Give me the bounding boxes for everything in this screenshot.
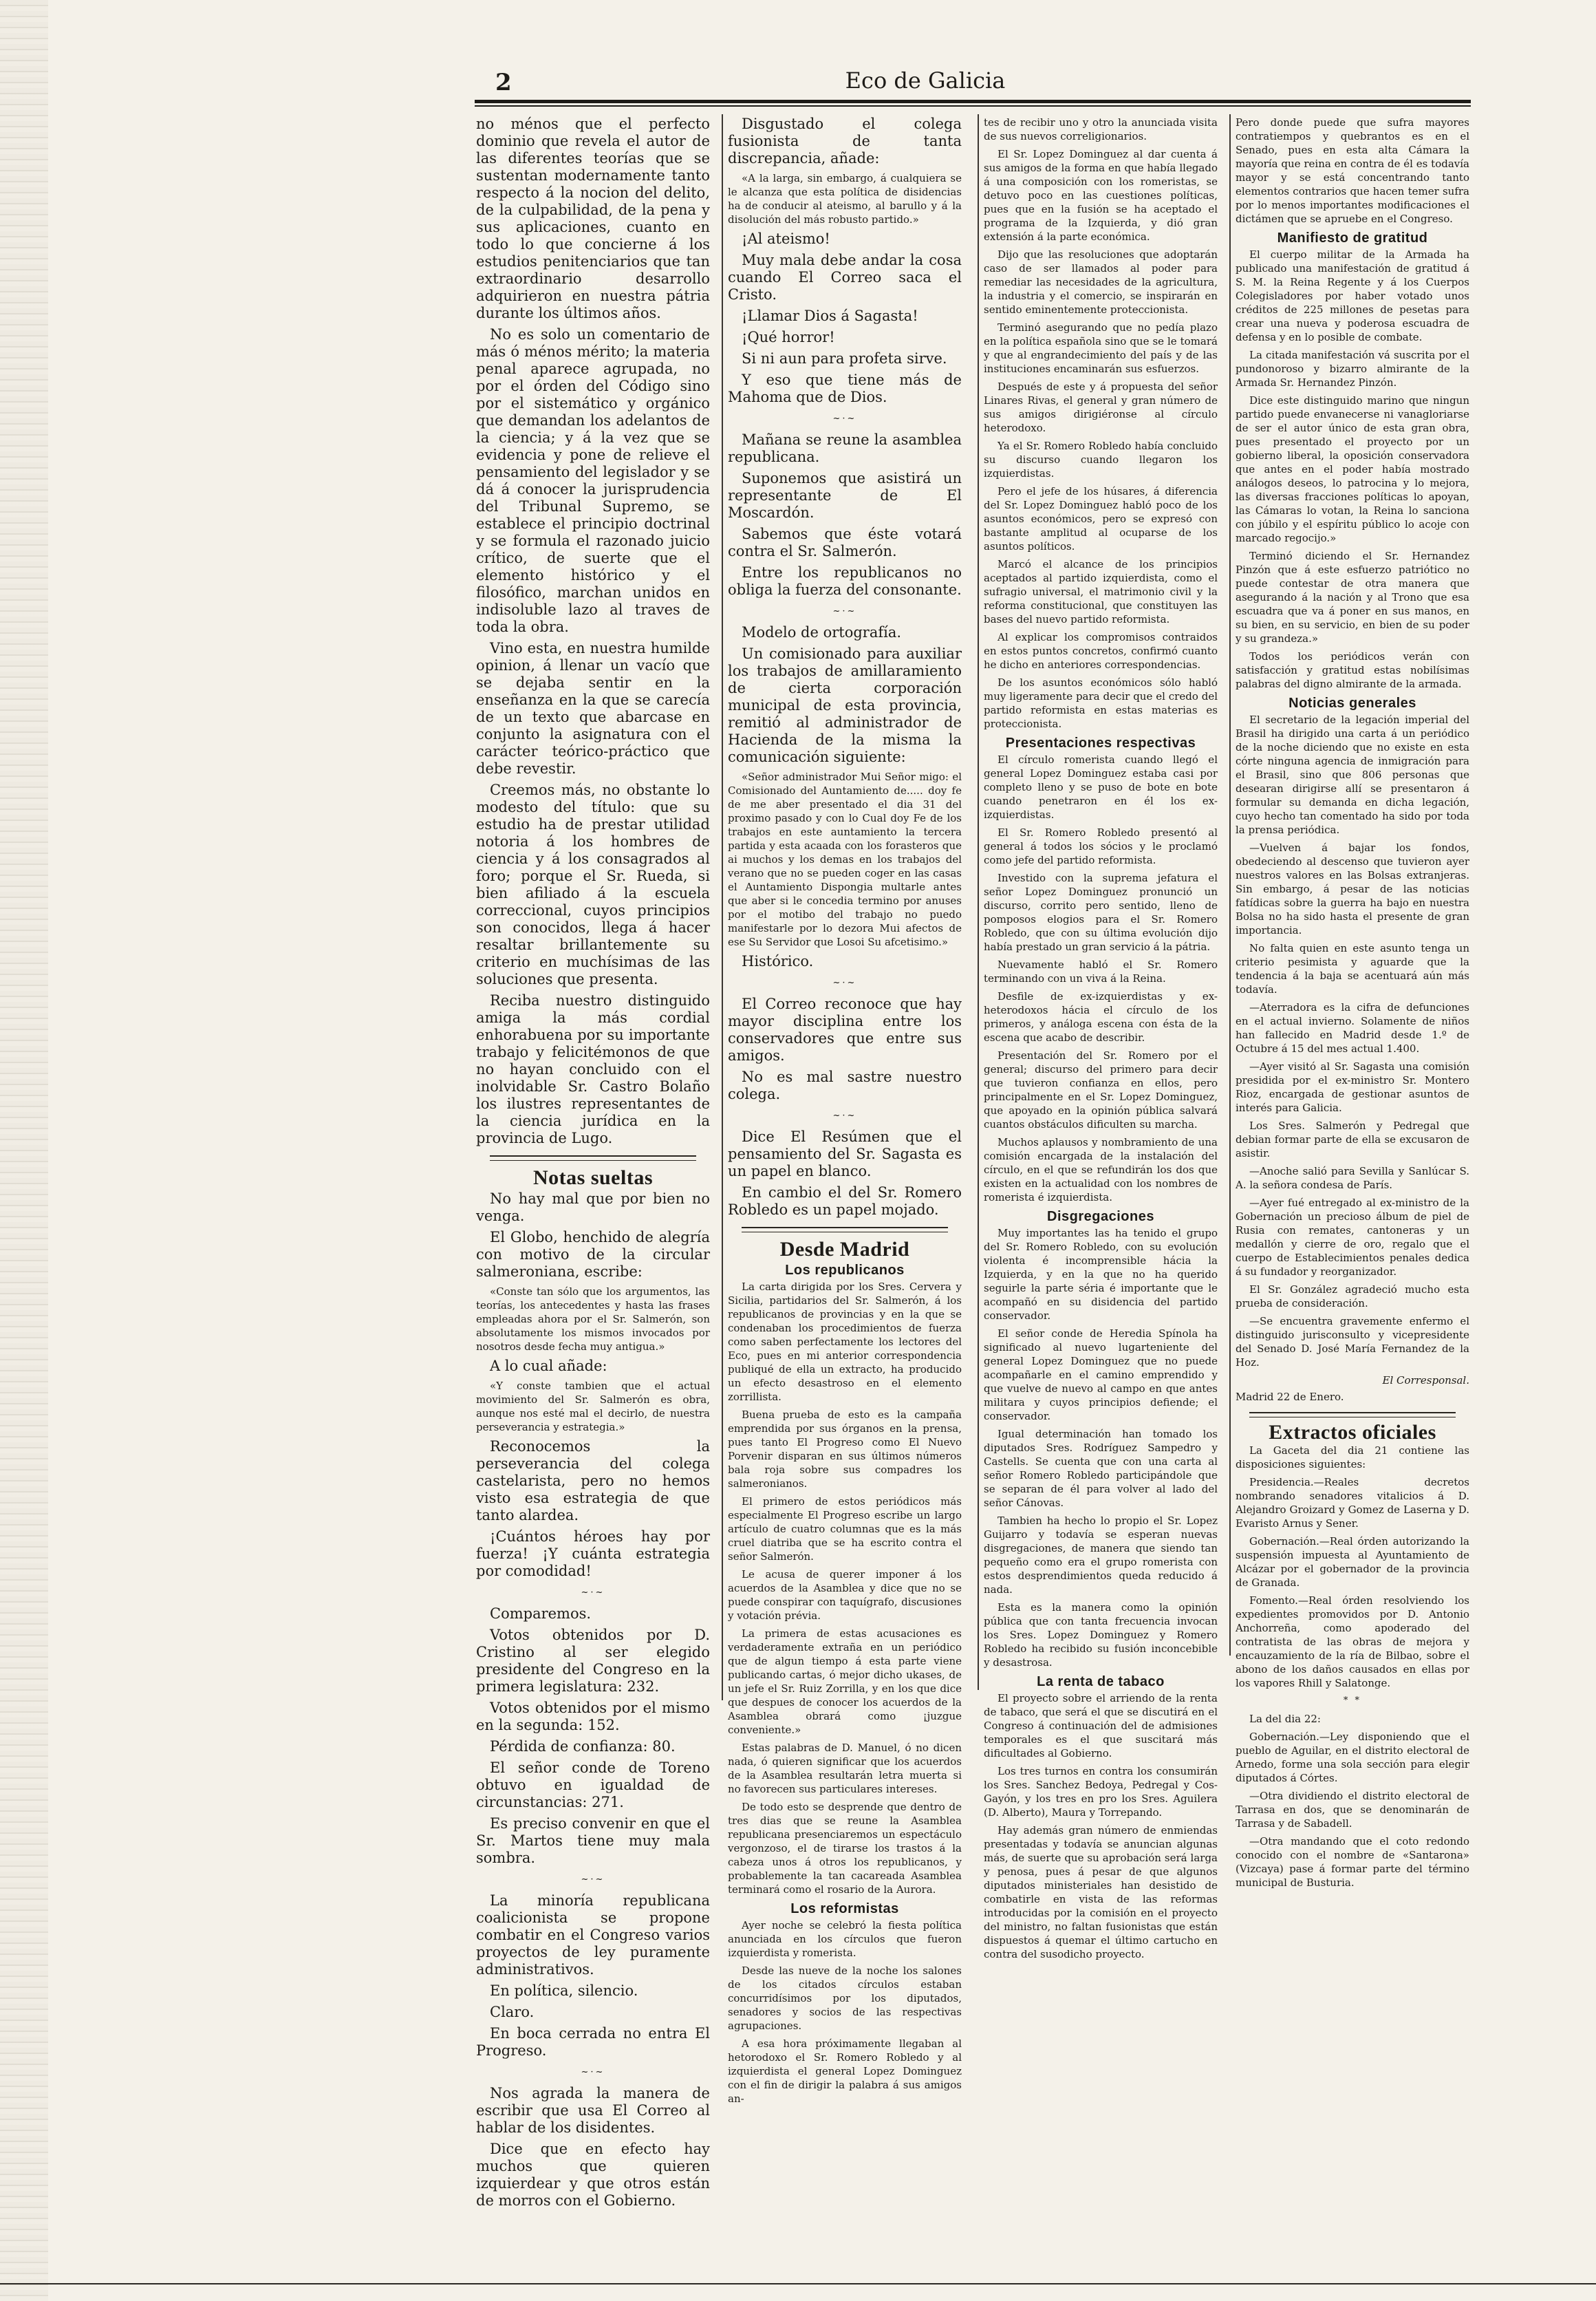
subsection-title: Los republicanos: [785, 1263, 905, 1278]
paragraph: Vino esta, en nuestra humilde opinion, á llenar un vacío que se dejaba sentir en la enseñanza en la que se carecía de un texto que abarcase en conjunto la asignatura con el carácter teórico-práctico que debe revestir.: [476, 640, 710, 777]
paragraph: El Sr. Lopez Dominguez al dar cuenta á sus amigos de la forma en que había llegado á una composición con los romeristas, se detuvo poco en las cuestiones políticas, pues que en la fusión se ha aceptado el programa de la Izquierda, y dió gran extensión á la parte económica.: [984, 148, 1218, 243]
column-divider: [1229, 114, 1231, 1656]
column-divider: [722, 114, 723, 1700]
subsection-title: La renta de tabaco: [1037, 1674, 1165, 1689]
paragraph: Gobernación.—Real órden autorizando la suspensión impuesta al Ayuntamiento de Alcázar por el gobernador de la provincia de Granada.: [1236, 1535, 1469, 1589]
paragraph: —Ayer visitó al Sr. Sagasta una comisión presidida por el ex-ministro Sr. Montero Rioz, encargada de gestionar asuntos de interés para Galicia.: [1236, 1060, 1469, 1114]
paragraph: La citada manifestación vá suscrita por el pundonoroso y bizarro almirante de la Armada Sr. Hernandez Pinzón.: [1236, 349, 1469, 389]
quote: «Conste tan sólo que los argumentos, las teorías, los antecedentes y hasta las frases empleadas ahora por el Sr. Salmerón, son absolutamente los mismos invocados por nosotros desde fecha muy antigua.»: [476, 1285, 710, 1353]
paragraph: Suponemos que asistirá un representante de El Moscardón.: [728, 470, 962, 521]
paragraph: El secretario de la legación imperial del Brasil ha dirigido una carta á un periódico de la noche diciendo que no existe en esta córte ninguna agencia de inmigración para el Brasil, sino que 806 personas que desearan dirigirse allí se presentaron á formular su demanda en dicha legación, cuyo hecho tan comentado ha sido por toda la prensa periódica.: [1236, 714, 1469, 836]
paragraph: El señor conde de Heredia Spínola ha significado al nuevo lugarteniente del general Lopez Dominguez que no puede acompañarle en el camino emprendido y que vuelve de nuevo al campo en que antes militara y cuyos principios defiende; el conservador.: [984, 1327, 1218, 1422]
paragraph: Nuevamente habló el Sr. Romero terminando con un viva á la Reina.: [984, 959, 1218, 985]
section-rule: [1249, 1412, 1456, 1417]
paragraph: La del dia 22:: [1249, 1713, 1321, 1725]
paragraph: En cambio el del Sr. Romero Robledo es un papel mojado.: [728, 1184, 962, 1218]
paragraph: —Se encuentra gravemente enfermo el distinguido jurisconsulto y vicepresidente del Senado D. José María Fernandez de la Hoz.: [1236, 1315, 1469, 1369]
quote: «A la larga, sin embargo, á cualquiera se le alcanza que esta política de disidencias ha de conducir al ateismo, al barullo y á la disolución del más robusto partido.»: [728, 172, 962, 226]
paragraph: ¡Qué horror!: [742, 329, 835, 345]
paragraph: El Correo reconoce que hay mayor disciplina entre los conservadores que entre sus amigos.: [728, 996, 962, 1064]
signature: El Corresponsal.: [1382, 1374, 1469, 1387]
paragraph: Muy importantes las ha tenido el grupo del Sr. Romero Robledo, con su evolución violenta é incomprensible hácia la Izquierda, y en la que no ha querido seguirle la parte séria é importante que le acompañó en su disidencia del partido conservador.: [984, 1227, 1218, 1322]
paragraph: Votos obtenidos por el mismo en la segunda: 152.: [476, 1700, 710, 1733]
column-divider: [978, 114, 979, 1690]
paragraph: El círculo romerista cuando llegó el general Lopez Dominguez estaba casi por completo lleno y se puso de bote en bote cuando penetraron en él los ex-izquierdistas.: [984, 753, 1218, 821]
paragraph: Pero donde puede que sufra mayores contratiempos y quebrantos es en el Senado, pues en esta alta Cámara la mayoría que reina en contra de él es todavía mayor y se está concentrando tanto elementos contrarios que hacen temer sufra por lo menos importantes modificaciones el dictámen que se apruebe en el Congreso.: [1236, 116, 1469, 225]
paragraph: —Vuelven á bajar los fondos, obedeciendo al descenso que tuvieron ayer nuestros valores en las Bolsas extranjeras. Sin embargo, á pesar de las noticias fatídicas sobre la guerra ha bajo en nuestra Bolsa no ha sido hasta el presente de gran importancia.: [1236, 842, 1469, 937]
paragraph: Después de este y á propuesta del señor Linares Rivas, el general y gran número de sus amigos dirigiéronse al círculo heterodoxo.: [984, 381, 1218, 434]
subsection-title: Manifiesto de gratitud: [1277, 231, 1428, 246]
paragraph: En política, silencio.: [490, 1982, 638, 1999]
paragraph: No es solo un comentario de más ó ménos mérito; la materia penal aparece agrupada, no por el órden del Código sino por el sistemático y orgánico que demandan los adelantos de la ciencia; y á la vez que se evidencia y pone de relieve el pensamiento del legislador y se dá á conocer la jurisprudencia del Tribunal Supremo, se establece el principio doctrinal y se formula el razonado juicio crítico, de suerte que el elemento histórico y el filosófico, marchan unidos en indisoluble lazo al traves de toda la obra.: [476, 326, 710, 635]
paragraph: El Sr. Romero Robledo presentó al general á todos los sócios y le proclamó como jefe del partido reformista.: [984, 826, 1218, 866]
separator: ~·~: [832, 978, 857, 988]
paragraph: tes de recibir uno y otro la anunciada visita de sus nuevos correligionarios.: [984, 116, 1218, 142]
paragraph: Dice El Resúmen que el pensamiento del Sr. Sagasta es un papel en blanco.: [728, 1128, 962, 1179]
paragraph: Terminó asegurando que no pedía plazo en la política española sino que se le tomará y que al engrandecimiento del país y de las instituciones encaminarán sus esfuerzos.: [984, 321, 1218, 375]
paragraph: Dice que en efecto hay muchos que quieren izquierdear y que otros están de morros con el Gobierno.: [476, 2141, 710, 2209]
paragraph: Comparemos.: [490, 1605, 592, 1622]
paragraph: El Sr. González agradeció mucho esta prueba de consideración.: [1236, 1283, 1469, 1309]
paragraph: Desfile de ex-izquierdistas y ex-heterodoxos hácia el círculo de los primeros, y análoga escena con ésta de la escena que acabo de describir.: [984, 990, 1218, 1044]
separator: ~·~: [581, 2067, 605, 2077]
section-title-madrid: Desde Madrid: [779, 1238, 910, 1261]
paragraph: Disgustado el colega fusionista de tanta discrepancia, añade:: [728, 116, 962, 167]
paragraph: No es mal sastre nuestro colega.: [728, 1069, 962, 1102]
paragraph: Igual determinación han tomado los diputados Sres. Rodríguez Sampedro y Castells. Se cuenta que con una carta al señor Romero Robledo participándole que se separan de él para volver al lado del señor Cánovas.: [984, 1428, 1218, 1509]
page-bottom-rule: [0, 2283, 1596, 2284]
paragraph: Muy mala debe andar la cosa cuando El Correo saca el Cristo.: [728, 252, 962, 303]
paragraph: Tambien ha hecho lo propio el Sr. Lopez Guijarro y todavía se esperan nuevas disgregaciones, de manera que siendo tan pequeño como era el grupo romerista con estos desprendimientos queda reducido á nada.: [984, 1515, 1218, 1596]
paragraph: Desde las nueve de la noche los salones de los citados círculos estaban concurridísimos por los diputados, senadores y socios de las respectivas agrupaciones.: [728, 1965, 962, 2032]
section-title-extractos: Extractos oficiales: [1269, 1421, 1436, 1444]
paragraph: Un comisionado para auxiliar los trabajos de amillaramiento de cierta corporación municipal de esta provincia, remitió al administrador de Hacienda de la misma la comunicación siguiente:: [728, 645, 962, 765]
separator: ~·~: [832, 606, 857, 617]
paragraph: El cuerpo militar de la Armada ha publicado una manifestación de gratitud á S. M. la Reina Regente y á los Cuerpos Colegisladores por haber votado unos créditos de 225 millones de pesetas para crear una nueva y poderosa escuadra de defensa y en lo posible de combate.: [1236, 248, 1469, 343]
column-4: [1236, 116, 1469, 1889]
paragraph: Ayer noche se celebró la fiesta política anunciada en los círculos que fueron izquierdista y romerista.: [728, 1919, 962, 1959]
paragraph: Reciba nuestro distinguido amiga la más cordial enhorabuena por su importante trabajo y felicitémonos de que no hayan concluido con el inolvidable Sr. Castro Bolaño los ilustres representantes de la ciencia jurídica en la provincia de Lugo.: [476, 992, 710, 1146]
separator: ~·~: [832, 414, 857, 424]
paragraph: Y eso que tiene más de Mahoma que de Dios.: [728, 372, 962, 405]
paragraph: —Otra dividiendo el distrito electoral de Tarrasa en dos, que se denominarán de Tarrasa y de Sabadell.: [1236, 1790, 1469, 1830]
paragraph: El primero de estos periódicos más especialmente El Progreso escribe un largo artículo de cuatro columnas que es la más cruel diatriba que se ha escrito contra el señor Salmerón.: [728, 1495, 962, 1563]
paragraph: Estas palabras de D. Manuel, ó no dicen nada, ó quieren significar que los acuerdos de la Asamblea resultarán letra muerta si no favorecen sus particulares intereses.: [728, 1742, 962, 1795]
paragraph: Muchos aplausos y nombramiento de una comisión encargada de la instalación del círculo, en el que se refundirán los dos que existen en la actualidad con los nombres de romerista é izquierdista.: [984, 1136, 1218, 1203]
paragraph: Si ni aun para profeta sirve.: [742, 350, 947, 367]
paragraph: Hay además gran número de enmiendas presentadas y todavía se anuncian algunas más, de suerte que su aprobación será larga y penosa, pues á pesar de que algunos diputados ministeriales han desistido de combatirle en vista de las reformas introducidas por la comisión en el proyecto del ministro, no faltan fusionistas que están dispuestos á quemar el último cartucho en contra del susodicho proyecto.: [984, 1824, 1218, 1960]
paragraph: Todos los periódicos verán con satisfacción y gratitud estas nobilísimas palabras del digno almirante de la armada.: [1236, 650, 1469, 690]
separator: * *: [1343, 1695, 1362, 1706]
column-1: [476, 116, 710, 2209]
paragraph: Dijo que las resoluciones que adoptarán caso de ser llamados al poder para remediar las necesidades de la agricultura, la industria y el comercio, se inspirarán en sentido eminentemente proteccionista.: [984, 248, 1218, 316]
quote: «Señor administrador Mui Señor migo: el Comisionado del Auntamiento de..... doy fe de me aber presentado el dia 31 del proximo pasado y con lo Cual doy Fe de los trabajos en este auntamiento la tercera partida y esta acaada con los forasteros que ai muchos y los demas en los trabajos del verano que no se pueden coger en las casas el Auntamiento Dispongia multarle antes que aber si le concedia termino por anuses por el motibo del trabajo no puedo manifestarle por lo dezora Mui afectos de ese Su Servidor que Losoi Su afcetisimo.»: [728, 771, 962, 948]
paragraph: Esta es la manera como la opinión pública que con tanta frecuencia invocan los Sres. Lopez Dominguez y Romero Robledo ha recibido su fusión inconcebible y desastrosa.: [984, 1601, 1218, 1669]
subsection-title: Los reformistas: [790, 1901, 899, 1916]
column-2: [728, 116, 962, 2105]
header-rule: [475, 100, 1471, 103]
dateline: Madrid 22 de Enero.: [1236, 1391, 1344, 1403]
paragraph: —Ayer fué entregado al ex-ministro de la Gobernación un precioso álbum de piel de Rusia con remates, cantoneras y un medallón y cierre de oro, regalo que el cuerpo de Establecimientos penales dedica á su fundador y reorganizador.: [1236, 1197, 1469, 1278]
paragraph: La carta dirigida por los Sres. Cervera y Sicilia, partidarios del Sr. Salmerón, á los republicanos de provincias y en la que se condenaban los procedimientos de fuerza como saben perfectamente los lectores del Eco, pues en mi anterior correspondencia publiqué de ella un extracto, ha producido un efecto desastroso en el elemento zorrillista.: [728, 1281, 962, 1403]
paragraph: Claro.: [490, 2004, 535, 2020]
paragraph: Buena prueba de esto es la campaña emprendida por sus órganos en la prensa, pues tanto El Progreso como El Nuevo Porvenir disparan en sus últimos números bala roja sobre sus compadres los salmeronianos.: [728, 1409, 962, 1490]
paragraph: Pero el jefe de los húsares, á diferencia del Sr. Lopez Dominguez habló poco de los asuntos económicos, pero se expresó con bastante amplitud al ocuparse de los asuntos políticos.: [984, 485, 1218, 553]
paragraph: Pérdida de confianza: 80.: [490, 1738, 676, 1755]
section-title-notas: Notas sueltas: [532, 1166, 653, 1189]
paragraph: Nos agrada la manera de escribir que usa El Correo al hablar de los disidentes.: [476, 2085, 710, 2136]
paragraph: Ya el Sr. Romero Robledo había concluido su discurso cuando llegaron los izquierdistas.: [984, 440, 1218, 480]
paragraph: Histórico.: [742, 953, 814, 970]
paragraph: Gobernación.—Ley disponiendo que el pueblo de Aguilar, en el distrito electoral de Arnedo, forme una sola sección para elegir diputados á Córtes.: [1236, 1731, 1469, 1784]
paragraph: —Anoche salió para Sevilla y Sanlúcar S. A. la señora condesa de París.: [1236, 1165, 1469, 1191]
paragraph: El señor conde de Toreno obtuvo en igualdad de circunstancias: 271.: [476, 1759, 710, 1810]
paragraph: Terminó diciendo el Sr. Hernandez Pinzón que á este esfuerzo patriótico no puede contestar de otra manera que asegurando á la nación y al Trono que esa escuadra que va á poner en sus manos, en su bien, en su servicio, en bien de su poder y su grandeza.»: [1236, 550, 1469, 645]
page-left-edge: [0, 0, 48, 2301]
paragraph: Creemos más, no obstante lo modesto del título: que su estudio ha de prestar utilidad notoria á los hombres de ciencia y á los consagrados al foro; porque el Sr. Rueda, si bien afiliado á la escuela correccional, cuyos principios son conocidos, llega á hacer resaltar brillantemente su criterio en muchísimas de las soluciones que presenta.: [476, 782, 710, 987]
paragraph: A lo cual añade:: [490, 1358, 607, 1374]
column-3: [984, 116, 1218, 1960]
paragraph: Reconocemos la perseverancia del colega castelarista, pero no hemos visto esa estrategia de que tanto alardea.: [476, 1438, 710, 1523]
separator: ~·~: [581, 1587, 605, 1598]
paragraph: Marcó el alcance de los principios aceptados al partido izquierdista, como el sufragio universal, el matrimonio civil y la reforma constitucional, que constituyen las bases del nuevo partido reformista.: [984, 558, 1218, 625]
paragraph: La Gaceta del dia 21 contiene las disposiciones siguientes:: [1236, 1444, 1469, 1470]
paragraph: —Otra mandando que el coto redondo conocido con el nombre de «Santarona» (Vizcaya) pase á formar parte del término municipal de Busturia.: [1236, 1835, 1469, 1889]
paragraph: ¡Cuántos héroes hay por fuerza! ¡Y cuánta estrategia por comodidad!: [476, 1528, 710, 1579]
paragraph: El Globo, henchido de alegría con motivo de la circular salmeroniana, escribe:: [476, 1229, 710, 1280]
paragraph: De los asuntos económicos sólo habló muy ligeramente para decir que el credo del partido reformista en estas materias es proteccionista.: [984, 676, 1218, 730]
separator: ~·~: [832, 1111, 857, 1121]
paragraph: El proyecto sobre el arriendo de la renta de tabaco, que será el que se discutirá en el Congreso á continuación del de admisiones temporales es el que suscitará más dificultades al Gobierno.: [984, 1692, 1218, 1759]
subsection-title: Noticias generales: [1288, 696, 1416, 711]
separator: ~·~: [581, 1874, 605, 1885]
paragraph: Es preciso convenir en que el Sr. Martos tiene muy mala sombra.: [476, 1815, 710, 1866]
paragraph: Los Sres. Salmerón y Pedregal que debian formar parte de ella se excusaron de asistir.: [1236, 1120, 1469, 1159]
paragraph: ¡Al ateismo!: [742, 231, 830, 247]
paragraph: Los tres turnos en contra los consumirán los Sres. Sanchez Bedoya, Pedregal y Cos-Gayón, y los tres en pro los Sres. Aguilera (D. Alberto), Maura y Torrepando.: [984, 1765, 1218, 1819]
paragraph: no ménos que el perfecto dominio que revela el autor de las diferentes teorías que se sustentan modernamente tanto respecto á la nocion del delito, de la culpabilidad, de la pena y sus aplicaciones, cuanto en todo lo que concierne á los estudios penitenciarios que tan extraordinario desarrollo adquirieron en nuestra pátria durante los últimos años.: [476, 116, 710, 321]
paragraph: Sabemos que éste votará contra el Sr. Salmerón.: [728, 526, 962, 559]
newspaper-title: Eco de Galicia: [845, 67, 1006, 94]
paragraph: Mañana se reune la asamblea republicana.: [728, 431, 962, 465]
paragraph: Entre los republicanos no obliga la fuerza del consonante.: [728, 564, 962, 598]
page-number: 2: [495, 69, 512, 96]
paragraph: No hay mal que por bien no venga.: [476, 1190, 710, 1224]
paragraph: A esa hora próximamente llegaban al hetorodoxo el Sr. Romero Robledo y al izquierdista el general Lopez Dominguez con el fin de dirigir la palabra á sus amigos an-: [728, 2037, 962, 2105]
section-rule: [742, 1227, 948, 1232]
paragraph: Le acusa de querer imponer á los acuerdos de la Asamblea y dice que no se puede conspirar con taquígrafo, discusiones y votación prévia.: [728, 1568, 962, 1622]
paragraph: Votos obtenidos por D. Cristino al ser elegido presidente del Congreso en la primera legislatura: 232.: [476, 1627, 710, 1695]
paragraph: Modelo de ortografía.: [742, 624, 902, 641]
subsection-title: Presentaciones respectivas: [1005, 736, 1196, 751]
paragraph: —Aterradora es la cifra de defunciones en el actual invierno. Solamente de niños han fallecido en Madrid desde 1.º de Octubre á 15 del mes actual 1.400.: [1236, 1001, 1469, 1055]
paragraph: Presentación del Sr. Romero por el general; discurso del primero para decir que tuvieron confianza en ellos, pero principalmente en el Sr. Lopez Dominguez, que apoyado en la opinión pública salvará cuantos obstáculos dificulten su marcha.: [984, 1049, 1218, 1131]
paragraph: No falta quien en este asunto tenga un criterio pesimista y aguarde que la tendencia á la baja se acentuará aún más todavía.: [1236, 942, 1469, 996]
paragraph: Dice este distinguido marino que ningun partido puede envanecerse ni vanagloriarse de ser el autor único de esta gran obra, pues presentado el proyecto por un gobierno liberal, la oposición conservadora que antes en el poder había mostrado análogos deseos, lo patrocina y lo mejora, las diversas fracciones políticas lo apoyan, las Cámaras lo votan, la Reina lo sanciona con júbilo y el espíritu público lo acoje con marcado regocijo.»: [1236, 394, 1469, 544]
paragraph: Presidencia.—Reales decretos nombrando senadores vitalicios á D. Alejandro Groizard y Gomez de Laserna y D. Evaristo Arnus y Sener.: [1236, 1476, 1469, 1530]
quote: «Y conste tambien que el actual movimiento del Sr. Salmerón es obra, aunque nos esté mal el decirlo, de nuestra perseverancia y estrategia.»: [476, 1380, 710, 1433]
paragraph: De todo esto se desprende que dentro de tres dias que se reune la Asamblea republicana presenciaremos un espectáculo vergonzoso, el de tirarse los trastos á la cabeza unos á otros los republicanos, y probablemente la tan cacareada Asamblea terminará como el rosario de la Aurora.: [728, 1801, 962, 1896]
section-rule: [490, 1155, 696, 1161]
paragraph: ¡Llamar Dios á Sagasta!: [742, 308, 918, 324]
paragraph: Investido con la suprema jefatura el señor Lopez Dominguez pronunció un discurso, corrito pero sentido, lleno de pomposos elogios para el Sr. Romero Robledo, que con su última evolución dijo había prestado un gran servicio á la pátria.: [984, 872, 1218, 953]
paragraph: Al explicar los compromisos contraidos en estos puntos concretos, confirmó cuanto he dicho en anteriores correspondencias.: [984, 631, 1218, 671]
paragraph: La primera de estas acusaciones es verdaderamente extraña en un periódico que de algun tiempo á esta parte viene publicando cartas, ó mejor dicho ukases, de un jefe el Sr. Ruiz Zorrilla, y en los que dice que despues de conocer los acuerdos de la Asamblea obrará como ¡juzgue conveniente.»: [728, 1627, 962, 1736]
header-rule-thin: [475, 105, 1471, 107]
paragraph: Fomento.—Real órden resolviendo los expedientes promovidos por D. Antonio Anchorreña, como apoderado del contratista de las obras de mejora y encauzamiento de la ría de Bilbao, sobre el abono de los daños causados en ellas por los vapores Rhill y Salatonge.: [1236, 1594, 1469, 1689]
subsection-title: Disgregaciones: [1047, 1209, 1154, 1224]
paragraph: La minoría republicana coalicionista se propone combatir en el Congreso varios proyectos de ley puramente administrativos.: [476, 1892, 710, 1978]
paragraph: En boca cerrada no entra El Progreso.: [476, 2025, 710, 2059]
